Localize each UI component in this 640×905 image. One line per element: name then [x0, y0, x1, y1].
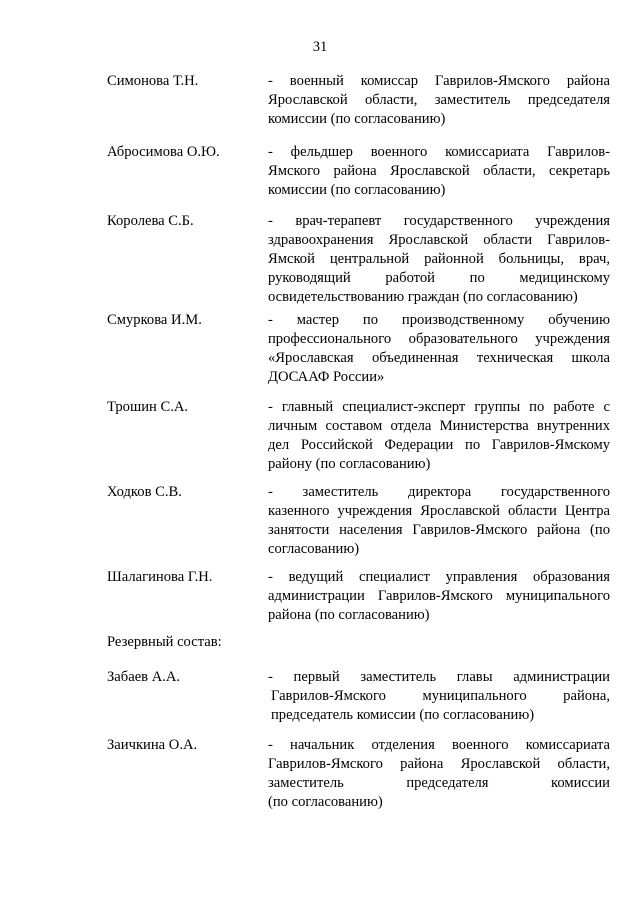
member-name: Ходков С.В. — [107, 484, 182, 500]
member-role — [268, 311, 610, 387]
member-name: Симонова Т.Н. — [107, 73, 199, 89]
role-line: освидетельствованию граждан (по согласованию) — [268, 289, 578, 305]
role-line: Ямского района Ярославской области, секретарь — [268, 163, 610, 179]
role-line: администрации Гаврилов-Ямского муниципального — [268, 588, 610, 604]
member-name: Смуркова И.М. — [107, 312, 202, 328]
role-line: Гаврилов-Ямского района Ярославской области, — [268, 756, 610, 772]
role-line: здравоохранения Ярославской области Гаврилов- — [268, 232, 610, 248]
member-role — [268, 483, 610, 559]
page-number: 31 — [312, 39, 328, 55]
role-line: района (по согласованию) — [268, 607, 430, 623]
role-line: - главный специалист-эксперт группы по работе с — [268, 399, 610, 415]
role-line: Гаврилов-Ямского муниципального района, — [271, 688, 610, 704]
role-line: - врач-терапевт государственного учреждения — [268, 213, 610, 229]
role-line: казенного учреждения Ярославской области Центра — [268, 503, 610, 519]
role-line: - первый заместитель главы администрации — [268, 669, 610, 685]
reserve-heading: Резервный состав: — [107, 634, 222, 650]
role-line: комиссии (по согласованию) — [268, 182, 446, 198]
role-line: - мастер по производственному обучению — [268, 312, 610, 328]
role-line: Ямской центральной районной больницы, врач, — [268, 251, 610, 267]
role-line: руководящий работой по медицинскому — [268, 270, 610, 286]
role-line: - начальник отделения военного комиссариата — [268, 737, 610, 753]
role-line: - ведущий специалист управления образования — [268, 569, 610, 585]
member-role — [268, 568, 610, 625]
role-line: профессионального образовательного учреждения — [268, 331, 610, 347]
role-line: заместитель председателя комиссии — [268, 775, 610, 791]
role-line: (по согласованию) — [268, 794, 383, 810]
member-role — [268, 668, 610, 725]
role-line: комиссии (по согласованию) — [268, 111, 446, 127]
member-name: Трошин С.А. — [107, 399, 189, 415]
role-line: ДОСААФ России» — [268, 369, 385, 385]
role-line: дел Российской Федерации по Гаврилов-Ямскому — [268, 437, 610, 453]
role-line: занятости населения Гаврилов-Ямского района (по — [268, 522, 610, 538]
role-line: согласованию) — [268, 541, 360, 557]
member-name: Заичкина О.А. — [107, 737, 198, 753]
role-line: - военный комиссар Гаврилов-Ямского района — [268, 73, 610, 89]
member-name: Забаев А.А. — [107, 669, 181, 685]
member-name: Абросимова О.Ю. — [107, 144, 220, 160]
member-role — [268, 72, 610, 129]
role-line: району (по согласованию) — [268, 456, 431, 472]
member-role — [268, 736, 610, 812]
member-role — [268, 143, 610, 200]
member-role — [268, 398, 610, 474]
role-line: личным составом отдела Министерства внутренних — [268, 418, 610, 434]
member-name: Шалагинова Г.Н. — [107, 569, 213, 585]
member-name: Королева С.Б. — [107, 213, 194, 229]
role-line: - фельдшер военного комиссариата Гаврилов- — [268, 144, 610, 160]
role-line: - заместитель директора государственного — [268, 484, 610, 500]
role-line: Ярославской области, заместитель председателя — [268, 92, 610, 108]
role-line: председатель комиссии (по согласованию) — [271, 707, 535, 723]
member-role — [268, 212, 610, 307]
role-line: «Ярославская объединенная техническая школа — [268, 350, 610, 366]
